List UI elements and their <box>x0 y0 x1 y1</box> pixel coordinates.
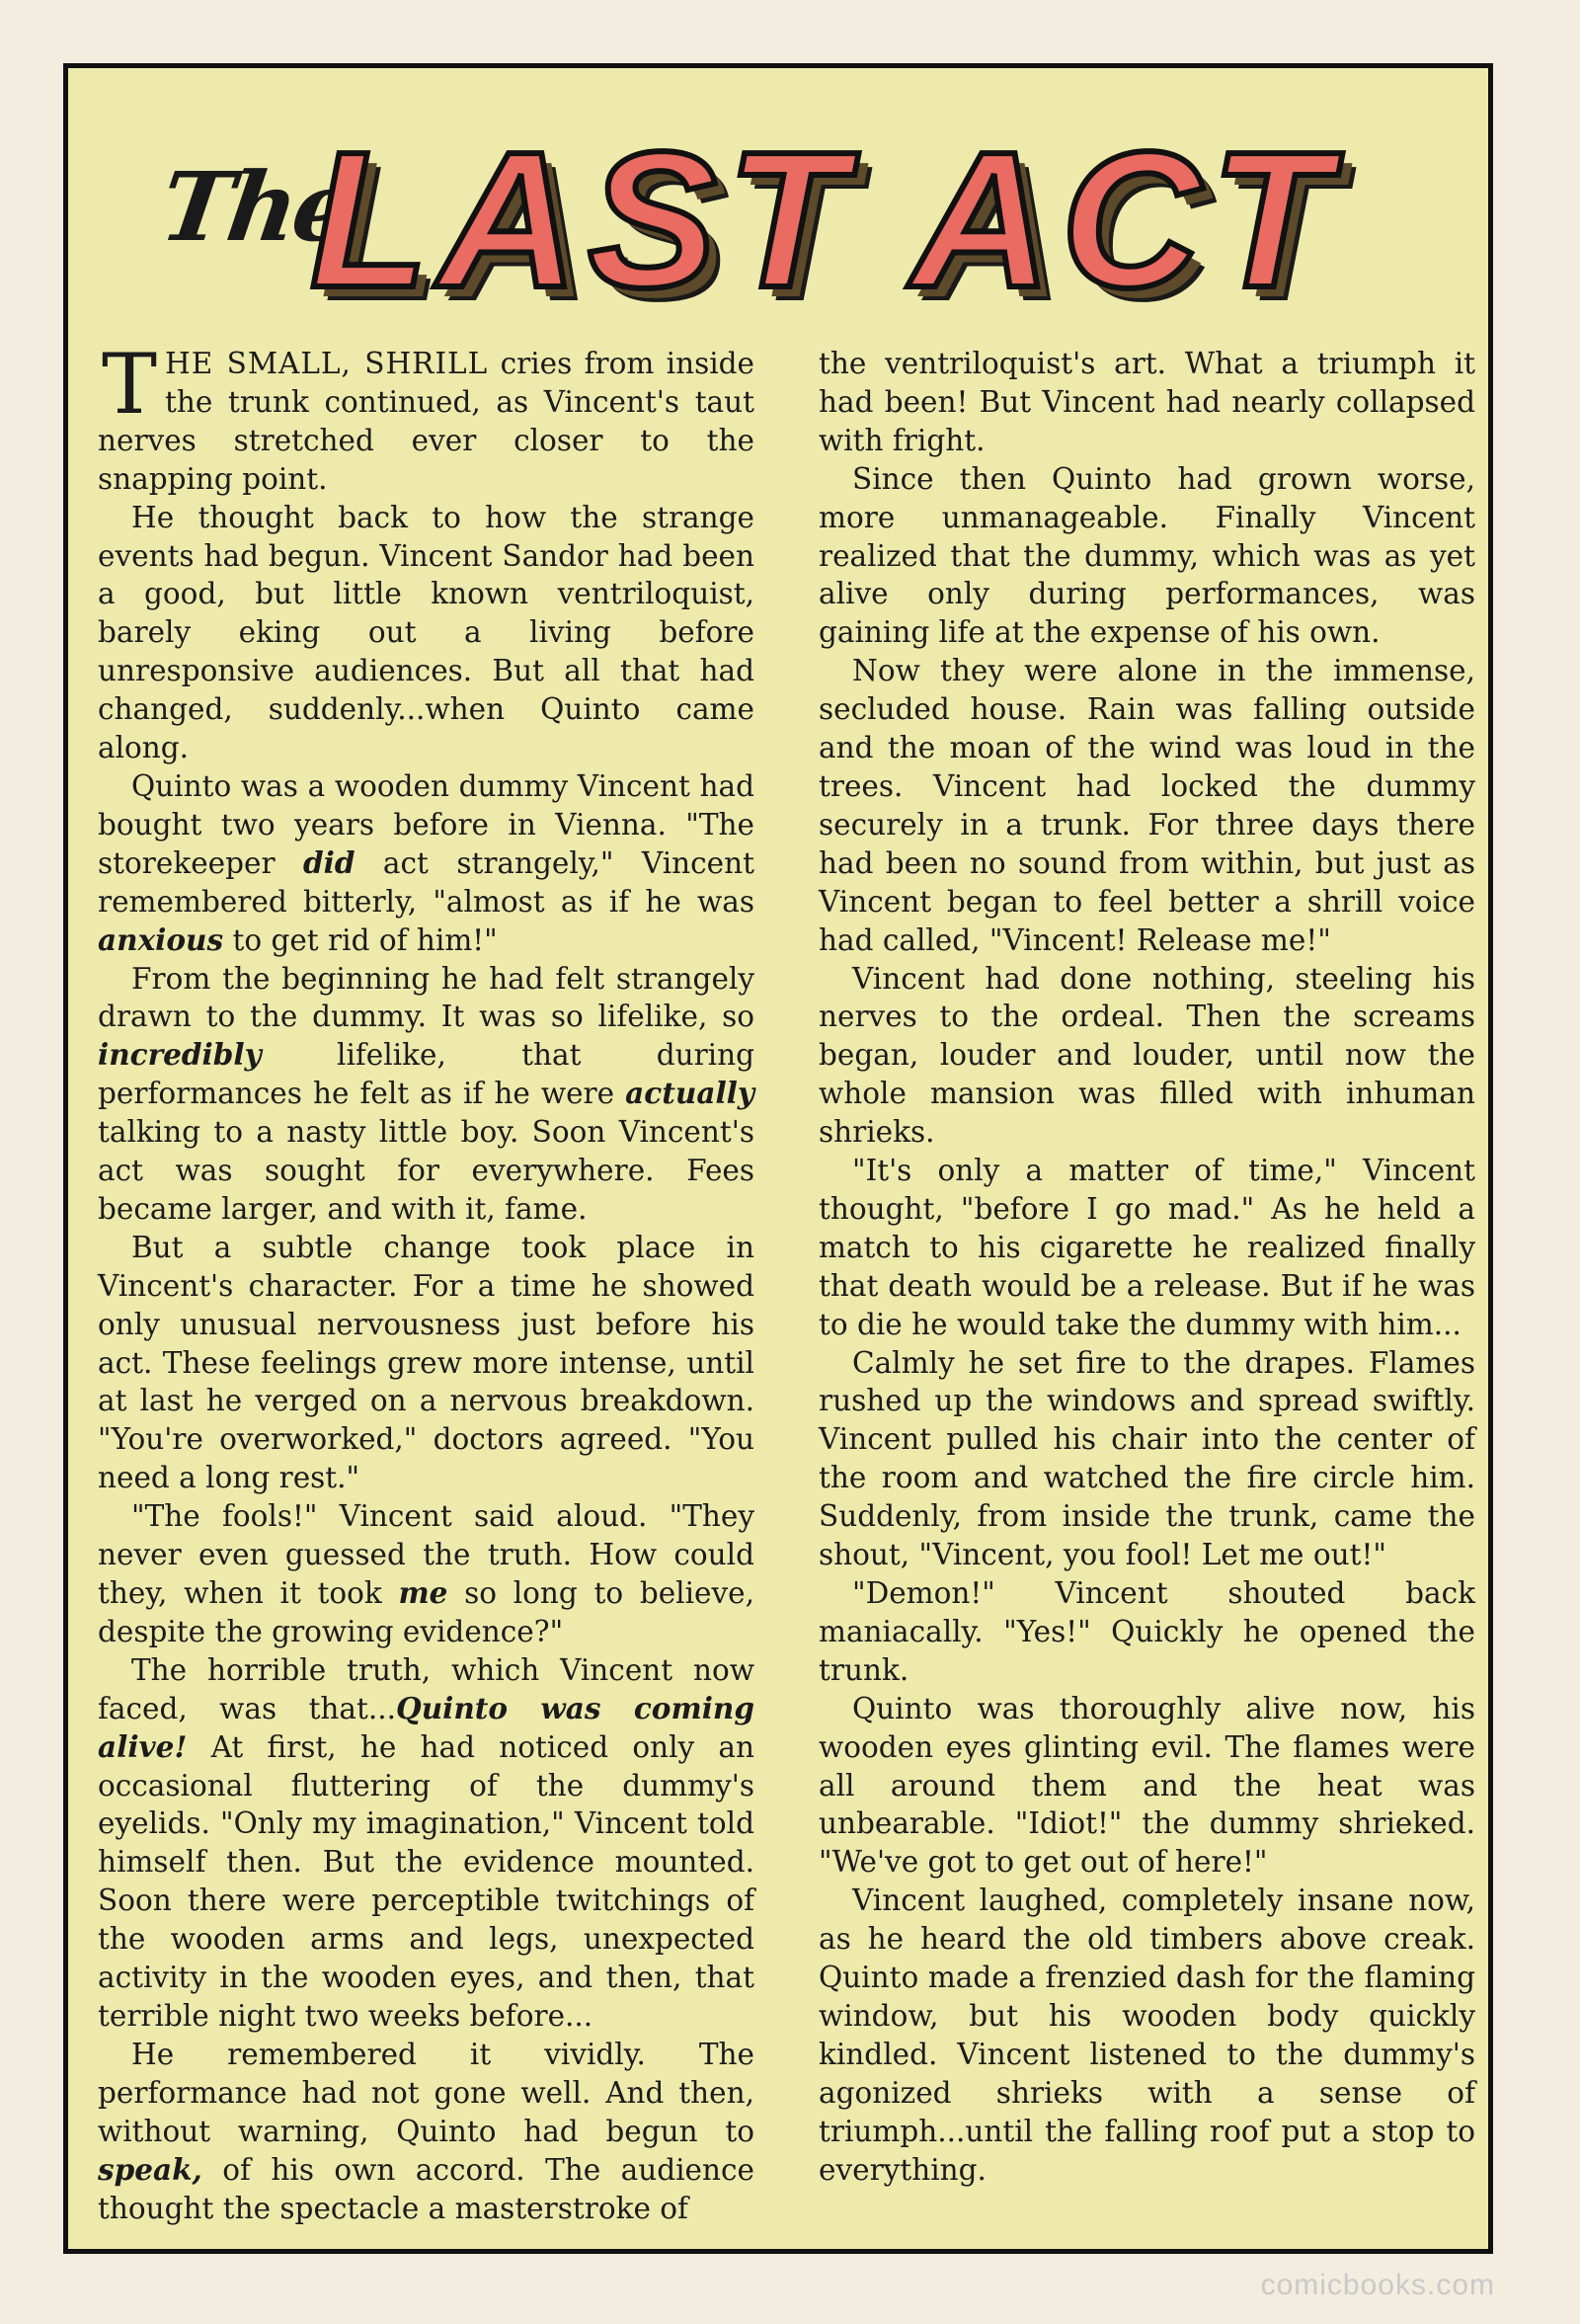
paragraph: Now they were alone in the immense, secluded house. Rain was falling outside and the moan of the wind was loud in the trees. Vincent had locked the dummy securely in a trunk. For three days there had been no sound from within, but just as Vincent began to feel better a shrill voice had called, "Vincent! Release me!" <box>819 654 1475 957</box>
title-main: LAST ACT <box>310 112 1339 328</box>
paragraph: But a subtle change took place in Vincent's character. For a time he showed only unusual nervousness just before his act. These feelings grew more intense, until at last he verged on a nervous breakdown. "You're overworked," doctors agreed. "You need a long rest." <box>98 1230 754 1495</box>
text-column-left <box>98 336 755 2227</box>
paragraph: The horrible truth, which Vincent now faced, was that...Quinto was coming alive! At first, he had noticed only an occasional fluttering of the dummy's eyelids. "Only my imagination," Vincent told himself then. But the evidence mounted. Soon there were perceptible twitchings of the wooden arms and legs, unexpected activity in the wooden eyes, and then, that terrible night two weeks before... <box>98 1652 754 2033</box>
paragraph: Vincent laughed, completely insane now, as he heard the old timbers above creak. Quinto made a frenzied dash for the flaming window, but his wooden body quickly kindled. Vincent listened to the dummy's agonized shrieks with a sense of triumph...until the falling roof put a stop to everything. <box>819 1883 1475 2187</box>
story-page <box>63 63 1493 2254</box>
paragraph: Quinto was thoroughly alive now, his wooden eyes glinting evil. The flames were all around them and the heat was unbearable. "Idiot!" the dummy shrieked. "We've got to get out of here!" <box>819 1691 1475 1880</box>
drop-cap: T <box>102 336 158 433</box>
title-the: The <box>154 151 358 263</box>
text-column-right <box>819 345 1475 2190</box>
paragraph: "Demon!" Vincent shouted back maniacally. "Yes!" Quickly he opened the trunk. <box>819 1576 1475 1687</box>
paragraph: Calmly he set fire to the drapes. Flames rushed up the windows and spread swiftly. Vincent pulled his chair into the center of the room and watched the fire circle him. Suddenly, from inside the trunk, came the shout, "Vincent, you fool! Let me out!" <box>819 1345 1475 1572</box>
watermark: comicbooks.com <box>1260 2269 1495 2301</box>
opening-text: cries from inside the trunk continued, as Vincent's taut nerves stretched ever closer to the snapping point. <box>98 347 755 496</box>
paragraph: the ventriloquist's art. What a triumph it had been! But Vincent had nearly collapsed with fright. <box>819 347 1475 457</box>
story-title <box>154 112 1446 339</box>
paragraph: Quinto was a wooden dummy Vincent had bought two years before in Vienna. "The storekeeper did act strangely," Vincent remembered bitterly, "almost as if he was anxious to get rid of him!" <box>98 768 754 957</box>
paragraph <box>98 336 755 499</box>
paragraph: "It's only a matter of time," Vincent thought, "before I go mad." As he held a match to his cigarette he realized finally that death would be a release. But if he was to die he would take the dummy with him... <box>819 1154 1475 1341</box>
paragraph: He thought back to how the strange events had begun. Vincent Sandor had been a good, but little known ventriloquist, barely eking out a living before unresponsive audiences. But all that had changed, suddenly...when Quinto came along. <box>98 500 754 765</box>
paragraph: He remembered it vividly. The performance had not gone well. And then, without warning, Quinto had begun to speak, of his own accord. The audience thought the spectacle a masterstroke of <box>98 2037 754 2225</box>
opening-smallcaps: HE SMALL, SHRILL <box>165 347 489 380</box>
paragraph: Vincent had done nothing, steeling his nerves to the ordeal. Then the screams began, louder and louder, until now the whole mansion was filled with inhuman shrieks. <box>819 961 1475 1150</box>
paragraph: From the beginning he had felt strangely drawn to the dummy. It was so lifelike, so incredibly lifelike, that during performances he felt as if he were actually talking to a nasty little boy. Soon Vincent's act was sought for everywhere. Fees became larger, and with it, fame. <box>98 961 754 1226</box>
paragraph: Since then Quinto had grown worse, more unmanageable. Finally Vincent realized that the dummy, which was as yet alive only during performances, was gaining life at the expense of his own. <box>819 461 1475 650</box>
paragraph: "The fools!" Vincent said aloud. "They never even guessed the truth. How could they, when it took me so long to believe, despite the growing evidence?" <box>98 1499 754 1648</box>
